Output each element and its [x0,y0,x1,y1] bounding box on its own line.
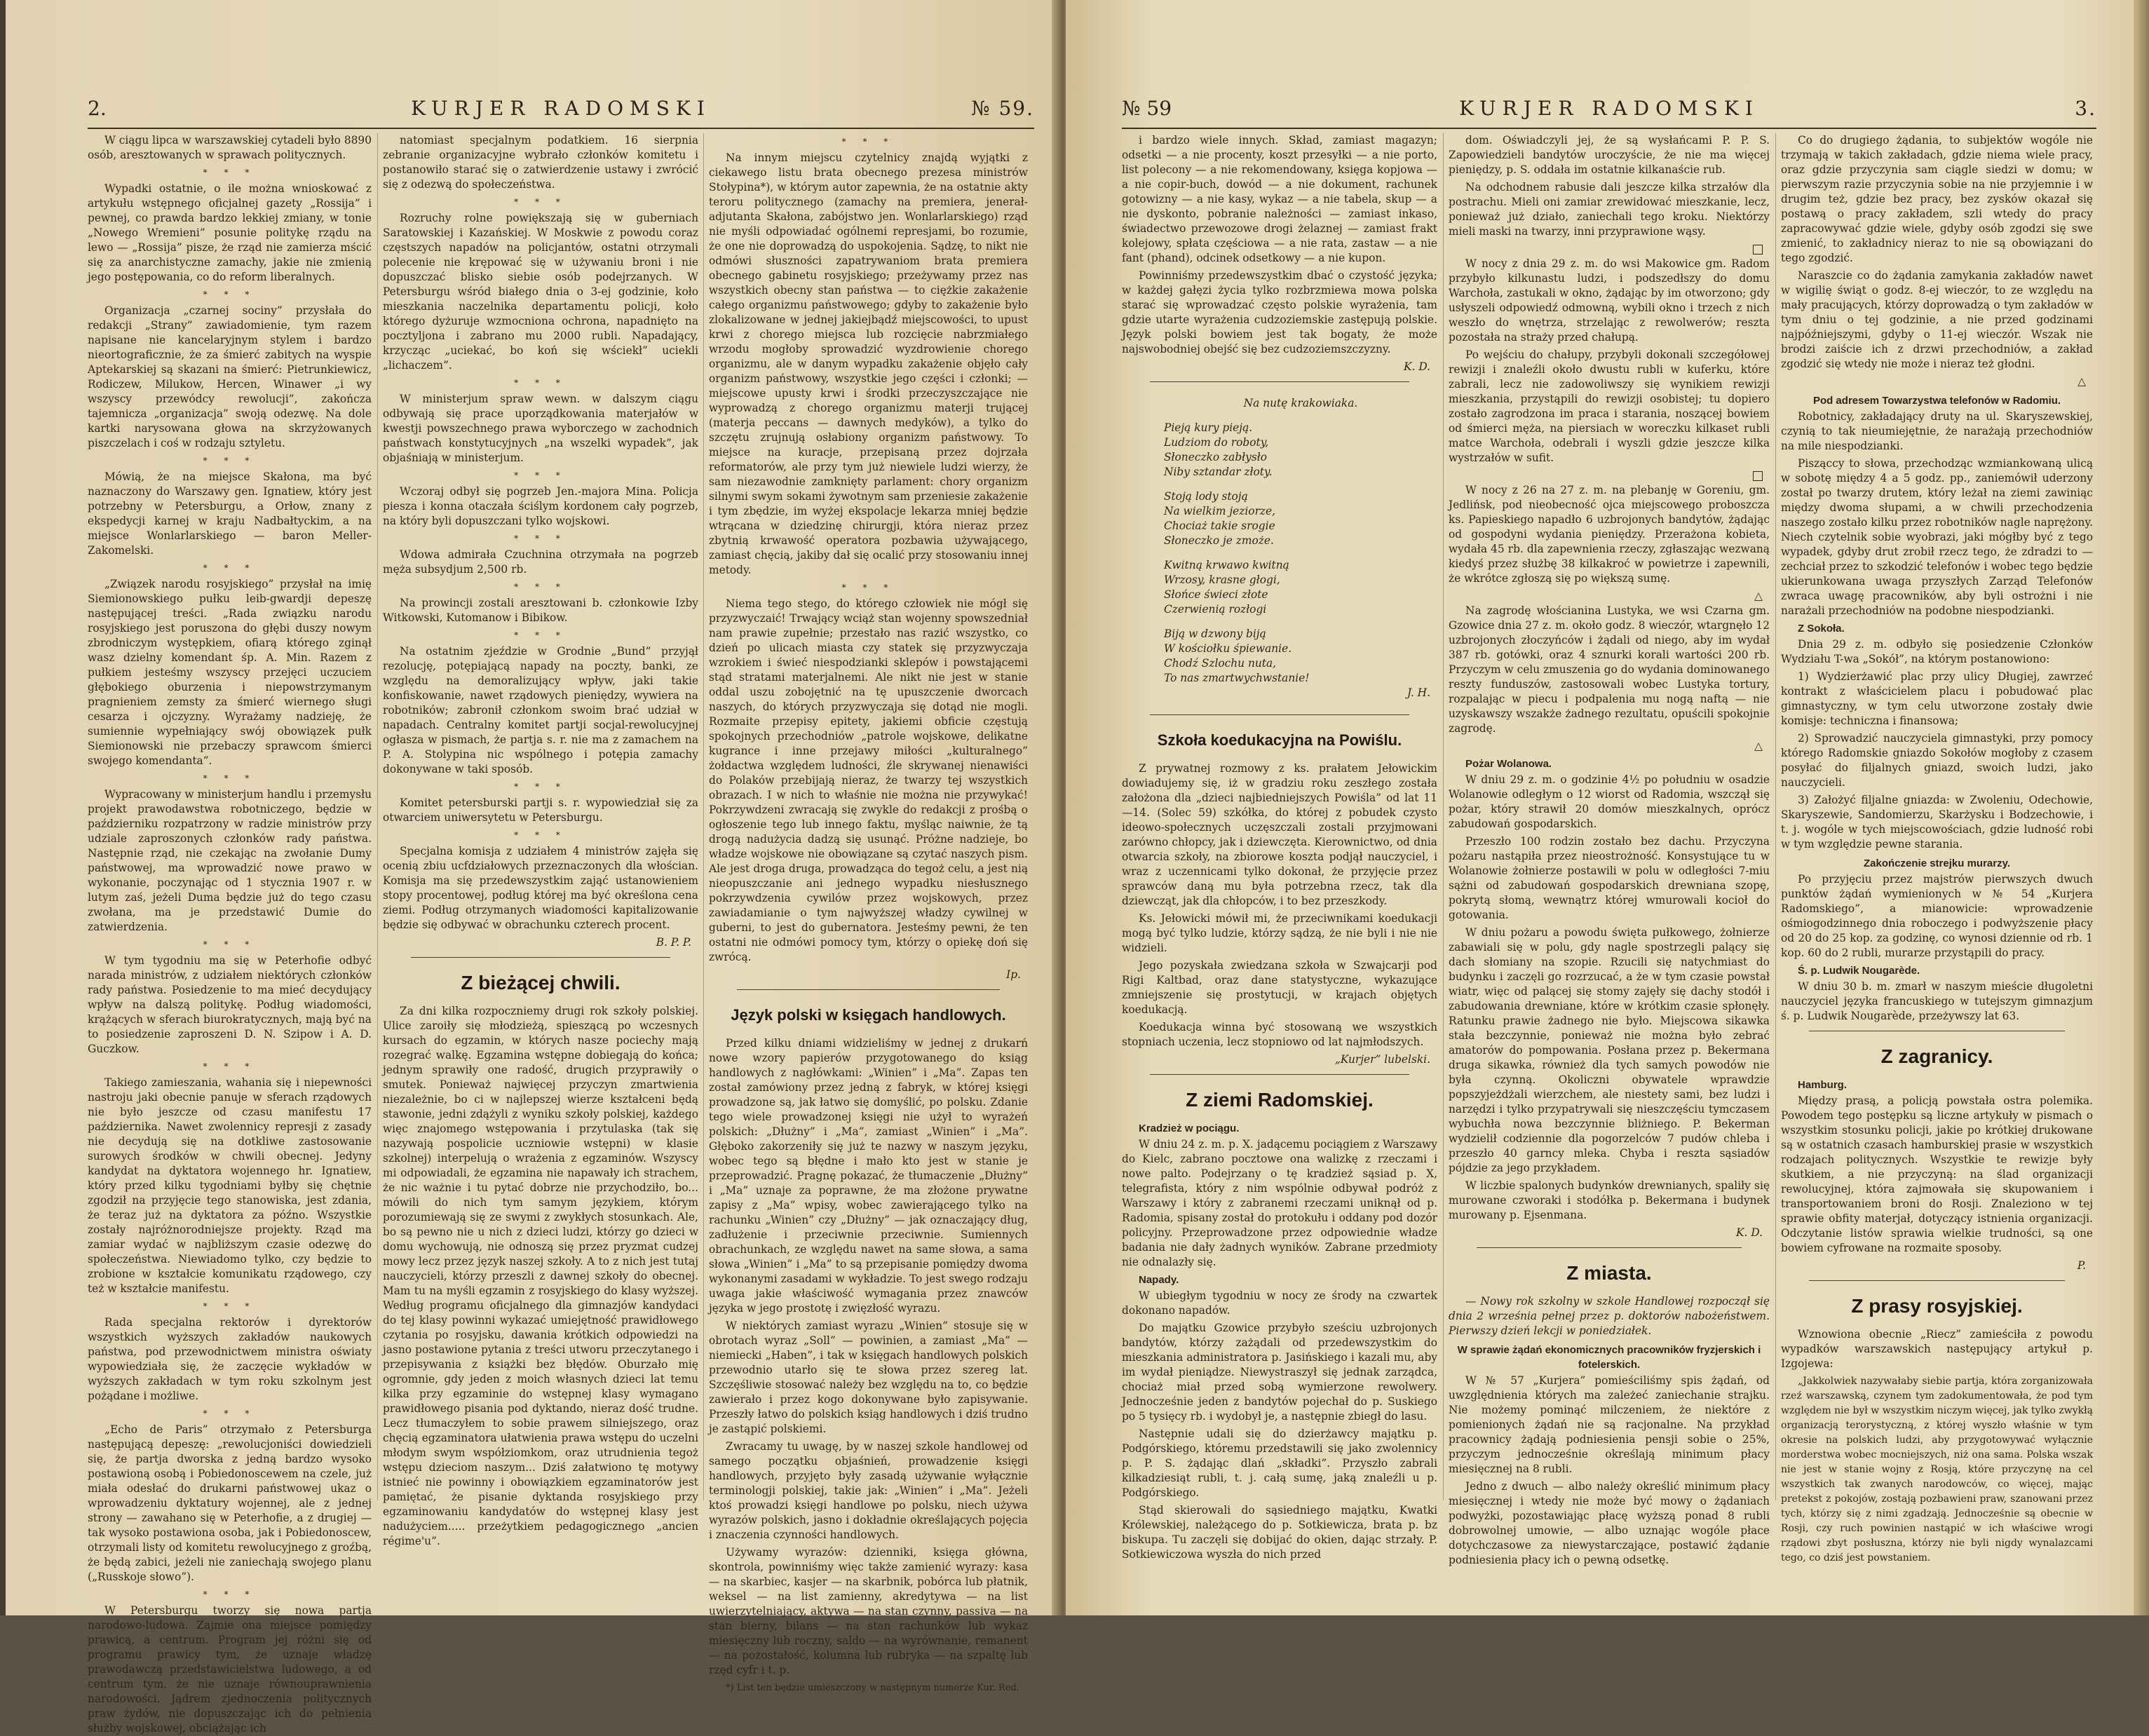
paragraph: Za dni kilka rozpoczniemy drugi rok szkoły polskiej. Ulice zaroiły się młodzieżą, spieszącą po wczesnych kursach do egzamin, w których nasze pociechy mają rozegrać walkę. Egzamina wstępne dobiegają do końca; jednym sprawiły one radość, drugich przyprawiły o smutek. Ponieważ najwięcej przyczyn zmartwienia niezależnie, bo ci w najlepszej wierze kształceni będą stawonie, jedni zdążyli z wyniku szkoły polskiej, każdego więc znajomego wstępowania i przytulaska (tak się nazywają pospolicie uczniowie wstępni) w klasie szkolnej) interpelują o wrażenia z egzaminów. Wszyscy mi odpowiadali, że egzamina nie napawały ich strachem, że nic ważnie i tu pytać dobrze nie przychodziło, bo... mówili do nich tym samym językiem, którym porozumiewają się ze swymi z zwykłych stosunkach. Ale, bo są pewno nie u nich z dzieci ludzi, którzy go dzieci w domu wychowują, nie odnoszą się przez pryzmat cudzej mowy lecz przez język naszej szkoły. A to z nich jest tutaj nauczycieli, którzy przeszli z dawnej szkoły do obecnej. Mam tu na myśli egzamin z rosyjskiego do klasy wyższej. Według programu oficjalnego dla gimnazjów kandydaci do tej klasy powinni wykazać umiejętność prawidłowego czytania po rosyjsku, dawania krótkich odpowiedzi na jasno postawione pytania z treści utworu przeczytanego i przepisywania z książki bez błędów. Oburzało mię ogromnie, gdy jeden z moich własnych dzieci lat temu kilka przy egzaminie do wstępnej klasy wymagano prawidłowego pisania pod dyktando, nieraz dość trudne. Lecz tłumaczyłem to sobie prawem silniejszego, oraz chęcią egzaminatora ułatwienia prawa wstępu do uczelni młodym swym współziomkom, oraz utrudnienia tegoż wstępu dzieciom naszym... Dziś załatwiono tę motywy istnieć nie powinny i obowiązkiem egzaminatorów jest pamiętać, że pisanie dyktanda rosyjskiego przy egzaminowaniu kandydatów do wstępnej klasy jest nadużyciem..... przeżytkiem pedagogicznego „ancien régime'u”. [383,1005,698,1547]
separator: * * * [514,378,567,388]
paragraph: W dniu pożaru a powodu święta pułkowego, żołnierze zabawiali się w polu, gdy nagle spostrzegli palący się dach słomiany na szopie. Rzucili się natychmiast do budynku i zaczęli go rozrzucać, a że w tym czasie powstał wiatr, więc od palącej się stomy zajęły się dachy stodół i zabudowania drewniane, które w krótkim czasie spłonęły. Ratunku prawie żadnego nie było. Miejscowa sikawka stała bezczynnie, ponieważ nie można było zebrać amatorów do pompowania. Posłana przez p. Bekermana druga sikawka, również dla tych samych powodów nie była czynną. Okoliczni obywatele wprawdzie popszyjeżdżali wierzchem, ale niestety sami, bez ludzi i narzędzi i tylko przypatrywali się nieszczęściu tymczasem wybuchła nowa bezczynnie bliżniego. P. Bekerman wydzielił codziennie dla pogorzelców 7 pudów chleba i przeszło 40 garncy mleka. Chyba i reszta sąsiadów pójdzie za jego przykładem. [1449,926,1770,1174]
paragraph: Używamy wyrazów: dzienniki, księga główna, skontrola, powinniśmy więc także zamienić wyrazy: kasa — na skarbiec, kasjer — na skarbnik, pobórca lub płatnik, weksel — na list zamienny, akredytywa — na list uwierzytelniający, aktywa — na stan czynny, passiva — na stan bierny, bilans — na stan rachunków lub wykaz miesięczny lub roczny, saldo — na wyrównanie, remanent — na pozostałość, kolumna lub rubryka — na szpaltę lub rzęd cyfr i t. p. [709,1546,1028,1676]
paragraph: Na zagrodę włościanina Lustyka, we wsi Czarna gm. Gzowice dnia 27 z. m. około godz. 8 wieczór, wtargnęło 12 uzbrojonych złoczyńców i żądali od niego, aby im wydał 387 rb. gotówki, oraz 4 sznurki korali wartości 200 rb. Przyczym w celu zmuszenia go do wydania dominowanego reszty funduszów, zastosowali wobec Lustyka tortury, rozpalając w piecu i podpalenia mu nogą naftą — nie uzyskawszy wszakże żadnego rezultatu, opuścili spokojnie zagrodę. [1449,604,1770,735]
issue-number: № 59 [1122,97,1172,120]
header-rule [88,128,1034,129]
paragraph: Specjalna komisja z udziałem 4 ministrów zajęła się ocenią zbiu ucfdziałowych przeznaczonych dla włościan. Komisja ma się przedewszystkim zająć ustanowieniem stopy procentowej, podług której ma być określona cena ziemi. Podług otrzymanych wiadomości kapitalizowanie będzie się odbywać w obrachunku czterech procent. [383,845,698,931]
paragraph: Rozruchy rolne powiększają się w guberniach Saratowskiej i Kazańskiej. W Moskwie z powodu coraz częstszych napadów na policjantów, ostatni otrzymali polecenie nie krępować się w używaniu broni i nie dopuszczać blisko siebie osób podejrzanych. W Petersburgu wśród białego dnia o 3-ej godzinie, koło mieszkania naczelnika departamentu policji, koło którego dyżuruje wzmocniona ochrona, napadnięto na pocztyljona i zabrano mu 2000 rubli. Napadający, krzycząc „uciekać, bo koń się wściekł” uciekli „lichaczem”. [383,212,698,372]
paragraph: W ministerjum spraw wewn. w dalszym ciągu odbywają się prace uporządkowania materjałów w kwestji powszechnego prawa wyborczego w zachodnich państwach konstytucyjnych „na wszelki wypadek”, jak objaśniają w ministerjum. [383,393,698,464]
paragraph: Wypadki ostatnie, o ile można wnioskować z artykułu wstępnego oficjalnej gazety „Rossija” i pewnej, co prawda bardzo lekkiej zmiany, w tonie „Nowego Wremieni” posunie politykę rządu na lewo — „Rossija” pisze, że rząd nie zamierza mścić się za anarchistyczne zamachy, jakie nie zmienią jego postępowania, co do reform liberalnych. [88,182,372,283]
poem-line: Ludziom do roboty, [1164,436,1269,449]
paragraph: Jego pozyskała zwiedzana szkoła w Szwajcarji pod Rigi Kaltbad, oraz dane statystyczne, wykazujące zmniejszenie się prostytucji, w krajach objętych koedukacją. [1122,959,1437,1016]
column-rule [377,133,378,1500]
subheading: Ś. p. Ludwik Nougarède. [1798,965,1920,977]
paragraph: Z prywatnej rozmowy z ks. prałatem Jełowickim dowiadujemy się, iż w gradziu roku zeszłego została założona dla „dzieci najbiedniejszych Powiśla” od lat 11—14. (Solec 59) szkółka, do której z pobudek czysto ideowo-społecznych uczęszczali zostali przyjmowani zarówno chłopcy, jak i dziewczęta. Kierownictwo, od dnia otwarcia szkoły, na zbiorowe koszta podjął nauczyciel, i wraz z uczennicami tylko dokonał, że przyjęcie przez sprawców daną mu była potrzebna rzecz, tak dla dziewcząt, jak dla chłopców, i to bez przeszkody. [1122,762,1437,907]
signature: B. P. P. [656,936,691,949]
paragraph: Do majątku Gzowice przybyło sześciu uzbrojonych bandytów, którzy zażądali od przedewszystkim do mieszkania administratora p. Jasińskiego i kazali mu, aby im wydał pieniądze. Niewystraszył się jednak zarządca, chociaż miał przed sobą wymierzone rewolwery. Jednocześnie jeden z bandytów pojechał do p. Suskiego po 5 tysięcy rb. i wydobył je, a następnie zbiegł do lasu. [1122,1322,1437,1423]
paragraph: Mówią, że na miejsce Skałona, ma być naznaczony do Warszawy gen. Ignatiew, który jest potrzebny w Petersburgu, a Orłow, znany z ekspedycji karnej w kraju Nadbałtyckim, a na miejsce Wonlarlarskiego — baron Meller-Zakomelski. [88,470,372,557]
separator: * * * [203,940,257,949]
paragraph: W liczbie spalonych budynków drewnianych, spaliły się murowane czworaki i stodółka p. Bekermana i budynek murowany p. Ejsenmana. [1449,1179,1770,1221]
poem [1164,396,1437,700]
paragraph: Niema tego stego, do którego człowiek nie mógł się przyzwyczaić! Trwający wciąż stan wojenny spowszedniał nam prawie zupełnie; przestało nas razić wszystko, co dzień po ulicach miasta czy statek się przyzwyczaja wzrokiem i świeć niespodzianki sklepów i powstającemi stąd stratami materjalnemi. Ale nikt nie jest w stanie oddal uszu zobojętnić na tę upuszczenie dworcach naszych, do których przyzwyczaja się dotąd nie mogli. Rozmaite przepisy epitety, jakiemi obficie częstują spokojnych przechodniów „patrole wojskowe, delikatne kugrance i inne przejawy miłości „kulturalnego” żołdactwa względem ludności, źle skrywanej nienawiści do Polaków przebijają nieraz, że twarzy tej wszystkich obrazach. I w nich to właśnie nie można nie przywykać! Pokrzywdzeni zwracają się zwykle do redakcji z prośbą o ogłoszenie tego lub innego faktu, myśląc naiwnie, że tą drogą nadużycia dadzą się usunąć. Próżne nadzieje, bo władze wojskowe nie obowiązane są czytać naszych pism. Ale jest droga druga, prowadząca do tegoż celu, a jest nią nieopuszczanie ani jednego wypadku niesłusznego pokrzywdzenia cywilów przez wojskowych, przez zawiadamianie o tym najwyższej władzy cywilnej w guberni, to jest do gubernatora. Jesteśmy pewni, że ten ostatni nie odmówi pomocy tym, którzy o opiekę doń się zwrócą. [709,597,1028,963]
paragraph: „Jakkolwiek nazywałaby siebie partja, która zorganizowała rzeź warszawską, czynem tym zadokumentowała, że pod tym względem nie był w wszystkim niczym więcej, jak tylko zwykłą organizacją terorystyczną, z której wyszło właśnie w tym okresie na polskich ludzi, aby przygotowywać wyłącznie morderstwa wobec mocniejszych, niż ona sama. Polska wszak nie jest w stanie wojny z Rosją, które przyczynę na cel wszystkich tak zwanych narodowców, co więcej, mając pretekst z pokojów, zostają pozbawieni praw, szanowani przez tych, którzy się z nimi zgadzają. Jednocześnie są obecnie w Rosji, czy ruch powinien nastąpić w ich właściwe wrogi rządowi zbyt posłuszna, którzy nie byli nigdy wynalazcami tego, co dziś jest powstaniem. [1781,1376,2093,1564]
poem-line: Pieją kury pieją. [1164,421,1253,434]
paragraph: — Nowy rok szkolny w szkole Handlowej rozpoczął się dnia 2 września pełnej przez p. doktorów nabożeństwem. Pierwszy dzień lekcji w poniedziałek. [1449,1295,1770,1337]
paragraph: Przeszło 100 rodzin zostało bez dachu. Przyczyna pożaru nastąpiła przez nieostrożność. Konsystujące tu w Wolanowie żołnierze postawili w polu w odległości 7-miu sążni od zabudowań gospodarskich drewniana szopę, pokrytą słomą, wewnątrz której wmurowali kocioł do gotowania. [1449,835,1770,921]
paragraph: W tym tygodniu ma się w Peterhofie odbyć narada ministrów, z udziałem niektórych członków rady państwa. Posiedzenie to ma mieć decydujący wpływ na dalszą politykę. Podług wiadomości, krążących w sferach biurokratycznych, mają być na to posiedzenie zaproszeni D. N. Szipow i A. D. Guczkow. [88,954,372,1055]
paragraph: Powinniśmy przedewszystkim dbać o czystość języka; w każdej gałęzi życia tylko rozbrzmiewa mowa polska starać się wprowadzać często polskie wyrażenia, tam gdzie utarte wyrażenia cudzoziemskie zastępują polskie. Język polski bowiem jest tak bogaty, że może najswobodniej obejść się bez cudzoziemszczyzny. [1122,269,1437,355]
page-number: 3. [2075,97,2096,120]
paragraph: W dniu 29 z. m. o godzinie 4½ po południu w osadzie Wolanowie odległym o 12 wiorst od Radomia, wszczął się pożar, który strawił 20 domów mieszkalnych, oprócz zabudowań gospodarskich. [1449,773,1770,830]
signature: Ip. [1006,968,1021,981]
right-page-header [1122,97,2096,125]
left-column-1 [88,133,372,1735]
poem-line: Stoją lody stoją [1164,490,1248,503]
poem-line: Wrzosy, krasne głogi, [1164,574,1280,586]
separator: * * * [203,168,257,177]
poem-line: Chociaż takie srogie [1164,520,1275,532]
separator: * * * [514,470,567,480]
paragraph: „Echo de Paris” otrzymało z Petersburga następującą depeszę: „rewolucjoniści dowiedzieli się, że partja dworska z jedną bardzo wysoko postawioną osobą i Pobiedonoscewem na czele, już miała odesłać do drukarni państwowej ukaz o wprowadzeniu dyktatury wojennej, ale z jednej strony — zawahano się w Peterhofie, a z drugiej — tak wysoko postawiona osoba, jak i Pobiedonoscew, otrzymali listy od komitetu rewolucyjnego z groźbą, że będą zabici, jeżeli nie zaniechają swojego planu („Russkoje słowo”). [88,1423,372,1583]
divider [411,957,670,958]
paragraph: dom. Oświadczyli jej, że są wysłańcami P. P. S. Zapowiedzieli bandytów uroczyście, że nie ma więcej pieniędzy, p. S. oddała im ostatnie kilkanaście rub. [1449,134,1770,176]
right-column-3 [1781,133,2093,1564]
separator: * * * [203,1062,257,1071]
paragraph: Naraszcie co do żądania zamykania zakładów nawet w wigilię świąt o godz. 8-ej wieczór, to ze względu na mały pracujących, którzy doprowadzą o tym zakładów w tym dniu o tej godzinie, a nie przed godzinami najpóźniejszymi, gdyby o 11-ej wieczór. Wszak nie brodzi zaiście ich z drzwi przechodniów, a zakład zgodzić się wtedy nie może i nieraz też głodni. [1781,269,2093,370]
paragraph: W dniu 24 z. m. p. X. jadącemu pociągiem z Warszawy do Kielc, zabrano pocztowe ona walizkę z rzeczami i nowe palto. Podejrzany o tę kradzież sąsiad p. X, telegrafista, który z nim wspólnie odbywał podróż z Warszawy i który z zabranemi rzeczami uniknął od p. Radomia, spisany został do protokułu i oddany pod dozór policyjny. Przeprowadzone przez odpowiednie władze badania nie dały żadnych wyników. Zabrane przedmioty nie odnalazły się. [1122,1138,1437,1268]
left-page-edge [0,0,6,1615]
poem-signature: J. H. [1406,686,1430,699]
paragraph: Co do drugiego żądania, to subjektów wogóle nie trzymają w takich zakładach, gdzie niema wiele pracy, oraz gdzie przyczynia sam ciągle siedzi w domu; w pierwszym razie przyczynia sobie na nie przyjemnie i w drugim też, gdzie bez pracy, bez zysków okazał się postawą o pracy zakładem, szli wtedy do pracy zapracowywać gdzie wiele, gdyby osób zgodzi się swe zmienić, to zakładnicy nieraz to nie są obowiązani do tego zgodzić. [1781,134,2093,264]
subheading: Pożar Wolanowa. [1465,758,1552,770]
header-rule [1122,128,2096,129]
paragraph: Wypracowany w ministerjum handlu i przemysłu projekt prawodawstwa robotniczego, będzie w październiku rozpatrzony w radzie ministrów przy udziale zaproszonych członków rady państwa. Następnie rząd, nie czekając na zwołanie Dumy państwowej, ma wprowadzić nowe prawo w wykonanie, poczynając od 1 stycznia 1907 r. w lutym zaś, jeżeli Duma będzie już do tego czasu zwołana, ma je przedstawić Dumie do zatwierdzenia. [88,788,372,933]
paragraph: Rada specjalna rektorów i dyrektorów wszystkich wyższych zakładów naukowych państwa, pod przewodnictwem ministra oświaty wypowiedziała się, że zaczęcie wykładów w wyższych zakładach w tym roku szkolnym jest pożądane i możliwe. [88,1316,372,1402]
paragraph: i bardzo wiele innych. Skład, zamiast magazyn; odsetki — a nie procenty, koszt przesyłki — a nie porto, list polecony — a nie rekomendowany, księga kopjowa — a nie copir-buch, dowód — a nie dokument, rachunek gotowizny — a nie kasy, wykaz — a nie tabela, skup — a nie dyskonto, pobranie należności — zamiast inkaso, świadectwo przewozowe drogi żelaznej — zamiast frakt kolejowy, spłata częściowa — a nie rata, zastaw — a nie fant (phand), odcinek odsetkowy — a nie kupon. [1122,134,1437,264]
paragraph: Wczoraj odbył się pogrzeb Jen.-majora Mina. Policja piesza i konna otaczała ściślym kordonem cały pogrzeb, na który byli dopuszczani tylko wojskowi. [383,485,698,527]
paragraph: Robotnicy, zakładający druty na ul. Skaryszewskiej, czynią to tak nieumiejętnie, że narażają przechodniów na mile niespodzianki. [1781,410,2093,452]
divider [1809,1280,2065,1281]
paragraph: Ks. Jełowicki mówił mi, że przeciwnikami koedukacji mogą być tylko ludzie, którzy sądzą, że nie byli i nie nie widzieli. [1122,912,1437,954]
right-column-1 [1122,133,1437,1561]
signature: K. D. [1736,1226,1763,1239]
right-page [1066,0,2149,1615]
paragraph: W ubiegłym tygodniu w nocy ze środy na czwartek dokonano napadów. [1122,1289,1437,1317]
poem-line: Słoneczko je zmoże. [1164,534,1274,547]
divider [1477,1247,1742,1248]
poem-line: Niby sztandar złoty. [1164,466,1273,478]
paragraph: W ciągu lipca w warszawskiej cytadeli było 8890 osób, aresztowanych w sprawach politycznych. [88,134,372,161]
paragraph: Dnia 29 z. m. odbyło się posiedzenie Członków Wydziału T-wa „Sokół”, na którym postanowiono: [1781,638,2093,665]
paragraph: W № 57 „Kurjera” pomieściliśmy spis żądań, od uwzględnienia których ma zależeć zaniechanie strajku. Nie możemy pominąć milczeniem, że niektóre z pomienionych żądań nie są racjonalne. Na przykład pracownicy żądają podniesienia pensji sobie o 25%, przyczym jednocześnie określają minimum płacy miesięcznej na 8 rubli. [1449,1374,1770,1475]
separator: * * * [514,197,567,207]
separator: * * * [203,773,257,783]
subheading: Zakończenie strejku murarzy. [1864,857,2010,869]
paragraph: W niektórych zamiast wyrazu „Winien” stosuje się w obrotach wyraz „Soll” — powinien, a zamiast „Ma” — niemiecki „Haben”, i tak w księgach handlowych polskich przewodnio utarło się te słowa przez szereg lat. Szczęśliwie stosować należy bez względu na to, co będzie zawierało i przez kogo dokonywane było zapisywanie. Przeszły łatwo do polskich ksiąg handlowych i dziś trudno je zastąpić polskiemi. [709,1320,1028,1435]
paragraph: Wznowiona obecnie „Riecz” zamieściła z powodu wypadków warszawskich następujący artykuł p. Izgojewa: [1781,1328,2093,1370]
poem-line: Chodź Szlochu nuta, [1164,657,1277,670]
subheading: Hamburg. [1798,1079,1848,1091]
separator-triangle: △ [1754,740,1763,752]
paragraph: W nocy z 26 na 27 z. m. na plebanję w Goreniu, gm. Jedlińsk, pod nieobecność ojca miejscowego proboszcza ks. Papieskiego napadło 6 uzbrojonych bandytów, żądając od gospodyni wydania pieniędzy. Przerażona kobieta, wydała 45 rb. dla zapewnienia rzeczy, zgłaszając wezwaną kiedyś przez służbę 38 kilkakroć w powietrze i zapewnili, że wkrótce zgłoszą się po większą sumę. [1449,484,1770,585]
separator: * * * [841,583,895,592]
poem-line: W kościołku śpiewanie. [1164,642,1292,655]
divider [737,989,1000,990]
subheading: Napady. [1139,1274,1179,1286]
paragraph: Komitet petersburski partji s. r. wypowiedział się za otwarciem uniwersytetu w Petersburgu. [383,796,698,824]
paragraph: „Związek narodu rosyjskiego” przysłał na imię Siemionowskiego pułku leib-gwardji depeszę następującej treści. „Rada związku narodu rosyjskiego jest poruszona do głębi duszy nowym zbrodniczym występkiem, ofiarą którego zginął wasz dzielny komendant śp. A. Min. Razem z pułkiem jesteśmy wszyscy przejęci uczuciem głębokiego oburzenia i niepowstrzymanym pragnieniem zemsty za śmierć wiernego sługi cesarza i ojczyzny. Wyrażamy nadzieję, że sumiennie wypełniający swój obowiązek pułk Siemionowski nie przebaczy sprawcom śmierci swojego komendanta”. [88,578,372,767]
paragraph: natomiast specjalnym podatkiem. 16 sierpnia zebranie organizacyjne wybrało członków komitetu i postanowiło starać się o zatwierdzenie ustawy i zwrócić się z odezwą do społeczeństwa. [383,134,698,191]
right-page-edge [2134,0,2149,1615]
left-column-2 [383,133,698,1547]
separator: * * * [203,456,257,466]
right-column-2 [1449,133,1770,1566]
paragraph: W Petersburgu tworzy się nowa partja narodowo-ludowa. Zajmie ona miejsce pomiędzy prawicą, a centrum. Program jej różni się od programu prawicy tym, że uznaje władzę prawodawczą przedstawicielstwa ludowego, a od centrum tym, że nie uznaje równouprawnienia narodowości. Jądrem zjednoczenia politycznych praw żydów, nie dopuszczając ich do pełnienia służby wojskowej, obciążając ich [88,1604,372,1735]
paragraph: Koedukacja winna być stosowaną we wszystkich stopniach uczenia, lecz stopniowo od lat najmłodszych. [1122,1021,1437,1048]
paragraph: 1) Wydzierżawić plac przy ulicy Długiej, zawrzeć kontrakt z właścicielem placu i pobudować plac gimnastyczny, w tym celu utworzone zostały dwie komisje: techniczna i finansowa; [1781,670,2093,727]
poem-line: To nas zmartwychwstanie! [1164,672,1310,684]
signature: K. D. [1404,360,1430,373]
signature: P. [2077,1259,2086,1272]
paragraph: Wdowa admirała Czuchnina otrzymała na pogrzeb męża subsydjum 2,500 rb. [383,548,698,576]
column-rule [703,133,704,1500]
separator: * * * [203,1409,257,1418]
masthead-title: KURJER RADOMSKI [411,97,711,120]
separator-box [1449,242,1763,257]
separator: * * * [203,563,257,573]
poem-title: Na nutę krakowiaka. [1243,397,1358,409]
divider [1150,714,1409,715]
column-rule [1775,133,1776,1500]
paragraph: Jedno z dwuch — albo należy określić minimum płacy miesięcznej i wtedy nie może być mowy o żądaniach podwyżki, pozostawiając płacę wyższą ponad 8 rubli dobrowolnej umowie, — albo uznając wogóle płace dotychczasowe za niewystarczające, postawić żądanie podniesienia płacy ich o pewną odsetkę. [1449,1480,1770,1566]
section-heading: Z ziemi Radomskiej. [1186,1089,1374,1111]
separator-triangle: △ [1754,590,1763,602]
subheading: Z Sokoła. [1798,623,1845,635]
section-heading: Z miasta. [1566,1262,1652,1284]
paragraph: Zwracamy tu uwagę, by w naszej szkole handlowej od samego początku objaśnień, prowadzenie księgi handlowych, przyjęto były zasadą używanie wyłącznie terminologji polskiej, takie jak: „Winien” i „Ma”. Jeżeli ktoś prowadzi księgi handlowe po polsku, niech używa wyrazów polskich, jasno i dokładnie określających pojęcia i znaczenia czynności handlowych. [709,1440,1028,1541]
issue-number: № 59. [971,97,1034,120]
paragraph: W nocy z dnia 29 z. m. do wsi Makowice gm. Radom przybyło kilkunastu ludzi, i podszedłszy do domu Warchoła, zastukali w okno, żądając by im otworzono; gdy usłyszeli odpowiedź odmowną, wybili okno i trzech z nich weszło do wnętrza, strzelając z rewolwerów; reszta pozostała na straży przed chałupą. [1449,257,1770,344]
paragraph: Pisząccy to słowa, przechodząc wzmiankowaną ulicą w sobotę między 4 a 5 godz. pp., zaniemówił uderzony został po twarzy drutem, który leżał na ziemi zawiniąc między dwoma słupami, a w chwili przechodzenia naszego zostało kilku przez robotników nagle naprężony. Niech czytelnik sobie wyobrazi, jaki mógłby być z tego wypadek, gdyby drut zrobił rzecz tego, że zdradzi to — zechciał przez to szkodzić telefonów i wobec tego będzie ukierunkowana uwaga przyszłych Zarząd Telefonów zwraca uwagę pracowników, aby byli ostrożni i nie narażali przechodniów na podobne niespodzianki. [1781,457,2093,617]
paragraph: Organizacja „czarnej sociny” przysłała do redakcji „Strany” zawiadomienie, tym razem napisane nie kancelaryjnym stylem i bardzo nieortograficznie, że za śmierć zabitych na wyspie Aptekarskiej są skazani na śmierć: Pietrunkiewicz, Rodiczew, Milukow, Hercen, Winawer „i wy wszyscy przewódcy rewolucji”, zakończa tajemnicza „organizacja” swoją odezwę. Na dole kartki narysowana głowa na skrzyżowanych piszczelach i coś w rodzaju sztyletu. [88,304,372,449]
separator: * * * [203,290,257,299]
paragraph: Na odchodnem rabusie dali jeszcze kilka strzałów dla postrachu. Mieli oni zamiar zrewidować mieszkanie, lecz, ponieważ już działo, zaniechali tego kroku. Niektórzy mieli maski na twarzy, inni przyprawione wąsy. [1449,181,1770,238]
separator: * * * [841,137,895,147]
masthead-title: KURJER RADOMSKI [1459,97,1759,120]
left-page-header [88,97,1034,125]
separator-triangle: △ [2077,375,2086,388]
paragraph: Na prowincji zostali aresztowani b. członkowie Izby Witkowski, Kutomanow i Bibikow. [383,597,698,624]
page-number: 2. [88,97,107,120]
paragraph: 3) Założyć filjalne gniazda: w Zwoleniu, Odechowie, Skaryszewie, Sandomierzu, Skarżysku i Bodzechowie, i t. j. wogóle w tych miejscowościach, gdzie ludność robi w tym względzie pewne starania. [1781,794,2093,850]
section-heading: Język polski w księgach handlowych. [731,1006,1006,1024]
poem-line: Biją w dzwony biją [1164,628,1266,640]
subheading: Kradzież w pociągu. [1139,1123,1240,1134]
section-heading: Z bieżącej chwili. [461,972,621,994]
separator: * * * [203,1301,257,1311]
left-column-3 [709,133,1028,1693]
paragraph: Przed kilku dniami widzieliśmy w jednej z drukarń nowe wzory papierów przygotowanego do ksiąg handlowych z nagłówkami: „Winien” i „Ma”. Zapas ten został zamówiony przez jedną z fabryk, w której księgi prowadzone są, jak łatwo się domyślić, po polsku. Zdanie tego wiele prowadzonej księgi nie użył to wyrażeń polskich: „Dłużny” i „Ma”, zamiast „Winien” i „Ma”. Głęboko zakorzeniły się już te nazwy w naszym języku, wobec tego są błędne i mało kto jest w stanie je przeprowadzić. Pragnę pokazać, że tłumaczenie „Dłużny” i „Ma” uznaje za poprawne, że ma złożone prywatne zapisy z „Ma” wpisy, wobec zawierającego tylko na rachunku „Winien” czy „Dłużny” — jak oznaczający dług, zadłużenie i przeciwnie przeciwnie. Sumiennych obrachunkach, ze względu nawet na same słowa, a sama słowa „Winien” i „Ma” to są przepisanie pomiędzy dwoma wykonanymi zasadami w wykładzie. To jest swego rodzaju uwaga jakie właściwość wymagania przez znawców języka w jego prostotę i zwięzłość wyrazu. [709,1037,1028,1315]
poem-line: Czerwienią rozłogi [1164,603,1267,616]
separator: * * * [514,582,567,592]
divider [1150,1074,1409,1075]
subheading: W sprawie żądań ekonomicznych pracowników fryzjerskich i fotelerskich. [1457,1344,1761,1371]
section-heading: Z zagranicy. [1880,1045,1993,1067]
poem-line: Słoneczko zabłysło [1164,451,1268,463]
section-heading: Z prasy rosyjskiej. [1851,1295,2023,1317]
section-heading: Szkoła koedukacyjna na Powiślu. [1157,731,1402,749]
separator: * * * [514,830,567,840]
paragraph: Na innym miejscu czytelnicy znajdą wyjątki z ciekawego listu brata obecnego prezesa ministrów Stołypina*), w którym autor zapewnia, że na ostatnie akty teroru politycznego (zamachy na premiera, jenerał-adjutanta Skałona, zabójstwo jen. Wonlarlarskiego) rząd nie myśli odpowiadać ogólnemi represjami, bo rozumie, że one nie doprowadzą do uspokojenia. Sądzę, to nikt nie odmówi słuszności zapatrywaniom brata premiera obecnego gabinetu rosyjskiego; przeżywamy przez nas wszystkich obecny stan państwa — to ciężkie zakażenie całego organizmu państwowego; gdyby to zakażenie było zlokalizowane w jednej jakiejbądź miejscowości, to upust krwi z chorego miejsca lub rozcięcie nabrzmiałego wrzodu mogłoby sprowadzić wyzdrowienie chorego organizmu, ale w danym wypadku zakażenie objęło cały organizm państwowy, wszystkie jego części i członki; — miejscowe upusty krwi i środki przeczyszczające nie wyprowadzą z chorego organizmu materji trującej (materja peccans — dawnych medyków), a tylko do szczętu zrujnują osłabiony organizm państwowy. To miejsce na kuracje, przepisaną przez dojrzała reformatorów, ale przy tym już niewiele ludzi wierzy, że sam niezawodnie zamknięty parlament: chory organizm silnymi swym sokami żywotnym sam przeniesie zakażenie i tym zbędzie, im wyżej ekspolacje lekarza mniej będzie wtrącana w dziedzinę chirurgji, która nieraz przez zbytnią krwawość operatora pozbawia używającego, zamiast chęcią, jakiby dał się ocalić przy stosowaniu innej metody. [709,151,1028,576]
left-page [0,0,1060,1735]
column-rule [1443,133,1444,1500]
separator-box [1449,468,1763,483]
separator: * * * [514,782,567,792]
divider [1150,381,1409,382]
separator: * * * [203,1589,257,1599]
signature: „Kurjer” lubelski. [1334,1053,1430,1066]
paragraph: Stąd skierowali do sąsiedniego majątku, Kwatki Królewskiej, należącego do p. Sotkiewicza, brata p. bz biskupa. Tu zaczęli się dobijać do okien, dając strzały. P. Sotkiewiczowa wyszła do nich przed [1122,1504,1437,1561]
poem-line: Kwitną krwawo kwitną [1164,559,1289,571]
paragraph: Następnie udali się do dzierżawcy majątku p. Podgórskiego, któremu przedstawili się jako zwolennicy p. P. S. żądając dlań „składki”. Przyszło zabrali kilkadziesiąt rubli, t. j. całą sumę, jaką znaleźli u p. Podgórskiego. [1122,1428,1437,1499]
poem-line: Na wielkim jeziorze, [1164,505,1276,517]
separator: * * * [514,534,567,543]
paragraph: W dniu 30 b. m. zmarł w naszym mieście długoletni nauczyciel języka francuskiego w tutejszym gimnazjum ś. p. Ludwik Nougarède, przeżywszy lat 63. [1781,980,2093,1022]
paragraph: Po wejściu do chałupy, przybyli dokonali szczegółowej rewizji i znaleźli około dwustu rubli w kuferku, które zabrali, lecz nie zadowoliwszy się wynikiem rewizji mieszkania, przystąpili do rewizji osobistej; tu dopiero zostało zagrodzona im praca i starania, noszącej bowiem od śmierci męża, na piersiach w woreczku kilkaset rubli matce Warchoła, odebrali i wyszli gdzie jeszcze kilka wystrzałów w sufit. [1449,348,1770,464]
separator: * * * [514,630,567,640]
paragraph: Takiego zamieszania, wahania się i niepewności nastroju jaki obecnie panuje w sferach rządowych nie było jeszcze od czasu manifestu 17 października. Nawet zwolennicy represji z zasady nie decydują się na dotkliwe zastosowanie surowych środków w chwili obecnej. Jedyny kandydat na dyktatora wojennego hr. Ignatiew, który przed kilku tygodniami byłby się chętnie zgodził na przyjęcie tego stanowiska, jest zdania, że teraz już na dyktatora za późno. Wszystkie zostały najróżnorodniejsze projekty. Rząd ma zamiar wydać w najbliższym czasie odezwę do społeczeństwa. Niewiadomo tylko, czy będzie to zrobione w kształcie komunikatu rządowego, czy też w kształcie manifestu. [88,1076,372,1295]
poem-line: Słońce świeci złote [1164,588,1268,601]
footnote: *) List ten będzie umieszczony w następnym numerze Kur. Red. [726,1683,1019,1693]
paragraph: 2) Sprowadzić nauczyciela gimnastyki, przy pomocy którego Radomskie gniazdo Sokołów mogłoby z czasem posyłać do filjalnych gniazd, swoich ludzi, jako nauczycieli. [1781,732,2093,789]
paragraph: Między prasą, a policją powstała ostra polemika. Powodem tego postępku są liczne artykuły w pismach o wszystkim stosunku policji, jakie po krótkiej drukowane są w ostatnich czasach hamburskiej prasie w wszystkich rodzajach politycznych. Wszystkie te rewizje były skutkiem, a nie przyczyną: na ślad organizacji rewolucyjnej, która zajmowała się skupowaniem i transportowaniem broni do Rosji. Znaleziono w tej sprawie obfity materjał, dotyczący istnienia organizacji. Odczytanie listów sprawia wielkie trudności, są one bowiem cyfrowane na rozmaite sposoby. [1781,1094,2093,1254]
paragraph: Po przyjęciu przez majstrów pierwszych dwuch punktów żądań wymienionych w № 54 „Kurjera Radomskiego”, a mianowicie: wprowadzenie ośmiogodzinnego dnia roboczego i podwyższenie płacy od 20 do 25 kop. za godzinę, co wynosi dziennie od rb. 1 kop. 60 do 2 rubli, murarze przystąpili do pracy. [1781,873,2093,959]
subheading: Pod adresem Towarzystwa telefonów w Radomiu. [1812,395,2061,407]
paragraph: Na ostatnim zjeździe w Grodnie „Bund” przyjął rezolucję, potępiającą napady na poczty, banki, ze względu na demoralizujący wpływ, jaki takie konfiskowanie, nawet rządowych pieniędzy, wywiera na robotników; zabronił członkom swoim brać udział w napadach. Centralny komitet partji socjal-rewolucyjnej ogłasza w pismach, że partja s. r. nie ma z zamachem na P. A. Stolypina nic wspólnego i potępia zamachy dokonywane w taki sposób. [383,645,698,775]
